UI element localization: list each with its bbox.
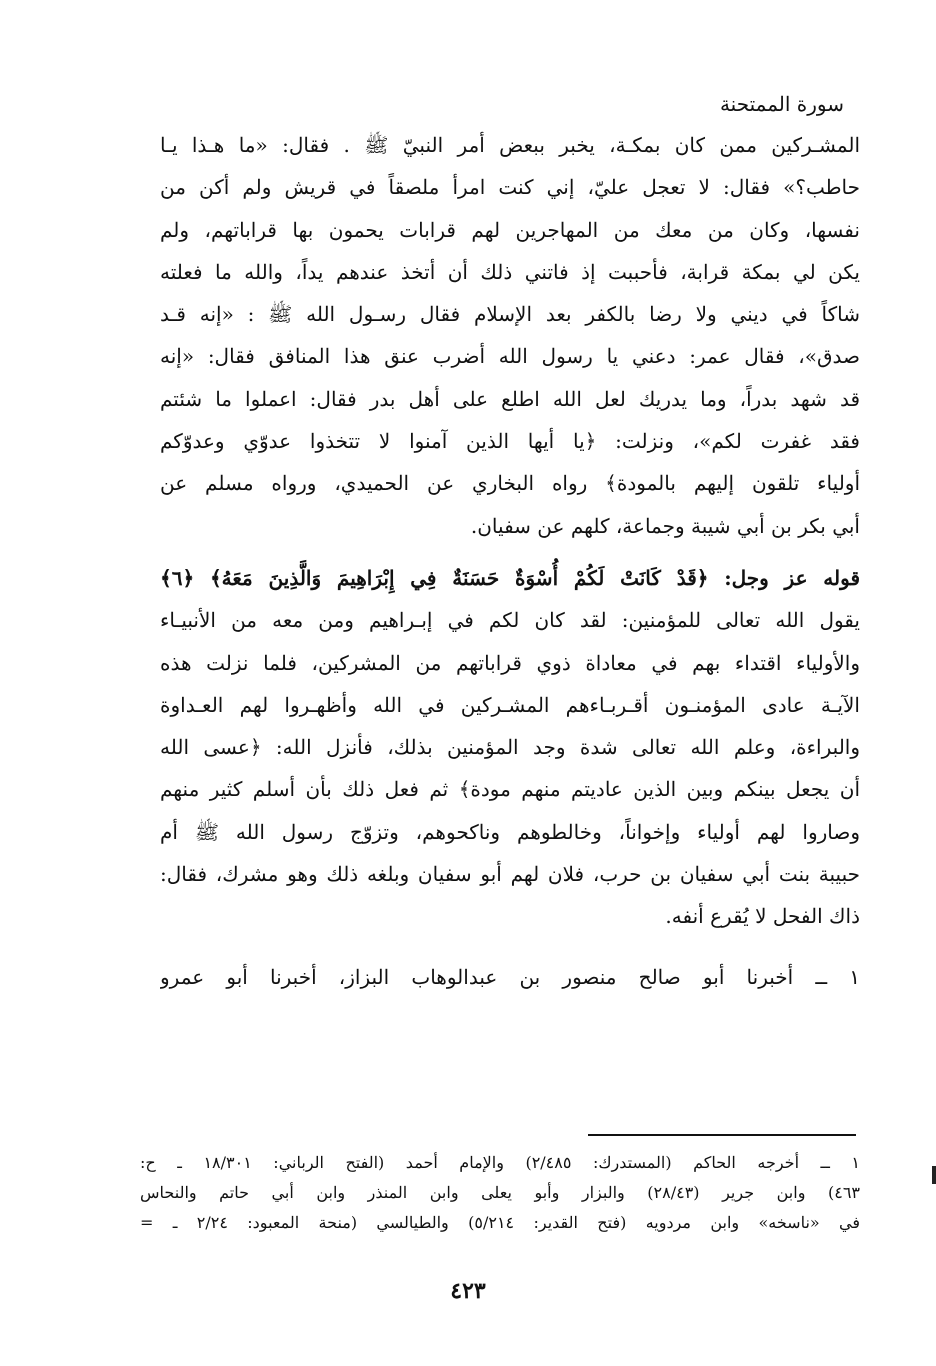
text-line: حبيبة بنت أبي سفيان بن حرب، فلان لهم أبو سفيان وبلغه ذلك وهو مشرك، فقال: (160, 862, 860, 887)
text-line: شاكاً في ديني ولا رضا بالكفر بعد الإسلام فقال رسـول الله ﷺ : «إنه قـد (160, 302, 860, 327)
text-line: يقول الله تعالى للمؤمنين: لقد كان لكم في إبـراهيم ومن معه من الأنبيـاء (160, 608, 860, 633)
text-line: والبراءة، وعلم الله تعالى شدة وجد المؤمنين بذلك، فأنزل الله: ﴿عسى الله (160, 735, 860, 760)
text-line: وصاروا لهم أولياء وإخواناً، وخالطوهم وناكحوهم، وتزوّج رسول الله ﷺ أم (160, 819, 860, 844)
body-text (160, 124, 860, 998)
text-line: ذاك الفحل لا يُقرع أنفه. (665, 904, 860, 929)
scan-edge-mark (932, 1166, 936, 1184)
page-number: ٤٢٣ (450, 1278, 486, 1304)
spacer (160, 938, 860, 956)
text-line: نفسها، وكان من معك من المهاجرين لهم قرابات يحمون بها قراباتهم، ولم (160, 217, 860, 242)
text-line: حاطب؟» فقال: لا تعجل عليّ، إني كنت امرأ ملصقاً في قريش ولم أكن من (160, 175, 860, 200)
verse-heading: قوله عز وجل: ﴿قَدْ كَانَتْ لَكُمْ أُسْوَةٌ حَسَنَةٌ فِي إِبْرَاهِيمَ وَالَّذِينَ مَعَهُ﴾ ﴿٦﴾ (160, 565, 860, 590)
paragraph-1 (160, 124, 860, 547)
running-head: سورة الممتحنة (719, 92, 844, 116)
verse-heading-paragraph (160, 557, 860, 599)
text-line: قد شهد بدراً، وما يدريك لعل الله اطلع على أهل بدر فقال: اعملوا ما شئتم (160, 386, 860, 411)
text-line: الآيـة عادى المؤمنـون أقـربـاءهم المشـركين في الله وأظهـروا لهم العـداوة (160, 692, 860, 717)
footnote-line: في «ناسخه» وابن مردويه (فتح القدير: ٥/٢١٤) والطيالسي (منحة المعبود: ٢/٢٤ ـ = (140, 1213, 860, 1232)
text-line: أبي بكر بن أبي شيبة وجماعة، كلهم عن سفيان. (470, 513, 860, 538)
footnote-divider (588, 1134, 856, 1136)
text-line: صدق»، فقال عمر: دعني يا رسول الله أضرب عنق هذا المنافق فقال: «إنه (160, 344, 860, 369)
paragraph-2 (160, 599, 860, 937)
hadith-line: ١ ــ أخبرنا أبو صالح منصور بن عبدالوهاب البزاز، أخبرنا أبو عمرو (160, 964, 860, 989)
footnote-line: ٤٦٣) وابن جرير (٢٨/٤٣) والبزار وأبو يعلى وابن المنذر وابن أبي حاتم والنحاس (140, 1183, 860, 1202)
footnotes (140, 1148, 860, 1238)
spacer (160, 547, 860, 557)
text-line: يكن لي بمكة قرابة، فأحببت إذ فاتني ذلك أن أتخذ عندهم يداً، والله ما فعلته (160, 259, 860, 284)
text-line: المشـركين ممن كان بمكـة، يخبر ببعض أمر النبيّ ﷺ . فقال: «ما هـذا يـا (160, 133, 860, 157)
text-line: أولياء تلقون إليهم بالمودة﴾ رواه البخاري عن الحميدي، ورواه مسلم عن (160, 471, 860, 496)
text-line: والأولياء اقتداء بهم في معاداة ذوي قراباتهم من المشركين، فلما نزلت هذه (160, 650, 860, 675)
text-line: فقد غفرت لكم»، ونزلت: ﴿يا أيها الذين آمنوا لا تتخذوا عدوّي وعدوّكم (160, 429, 860, 454)
text-line: أن يجعل بينكم وبين الذين عاديتم منهم مودة﴾ ثم فعل ذلك بأن أسلم كثير منهم (160, 777, 860, 802)
footnote-line: ١ ــ أخرجه الحاكم (المستدرك: ٢/٤٨٥) والإمام أحمد (الفتح الرباني: ١٨/٣٠١ ـ ح: (140, 1153, 860, 1172)
hadith-paragraph (160, 956, 860, 998)
